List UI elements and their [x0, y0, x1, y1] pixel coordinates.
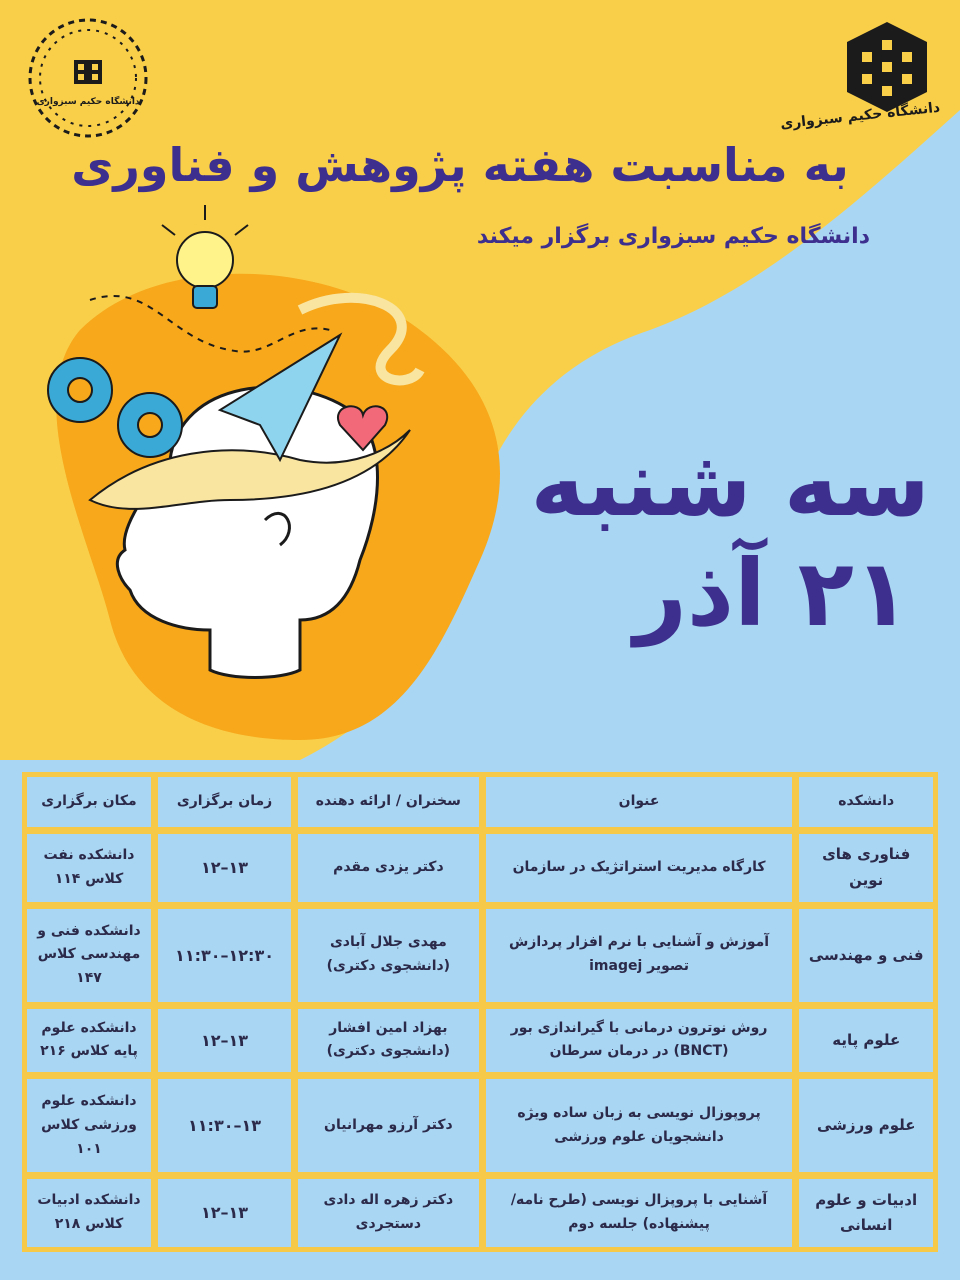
gear-icon [48, 358, 182, 457]
cell-speaker: دکتر آرزو مهرانیان [296, 1077, 481, 1174]
header-time: زمان برگزاری [156, 775, 293, 829]
light-bulb-icon [162, 205, 248, 308]
cell-speaker: دکتر زهره اله دادی دستجردی [296, 1177, 481, 1249]
event-day: سه شنبه [530, 430, 930, 537]
cell-faculty: فنی و مهندسی [797, 907, 935, 1004]
cell-time: ۱۳–۱۲ [156, 1177, 293, 1249]
page-title: به مناسبت هفته پژوهش و فناوری [71, 138, 849, 192]
table-row [25, 1077, 935, 1174]
cell-faculty: علوم ورزشی [797, 1077, 935, 1174]
table-header-row [25, 775, 935, 829]
research-week-logo [18, 8, 158, 148]
cell-faculty: علوم پایه [797, 1007, 935, 1075]
table-row [25, 1177, 935, 1249]
table-row [25, 832, 935, 904]
cell-topic: کارگاه مدیریت استراتژیک در سازمان [484, 832, 795, 904]
event-date: ۲۱ آذر [633, 540, 910, 647]
table-row [25, 907, 935, 1004]
header-location: مکان برگزاری [25, 775, 153, 829]
cell-topic: پروپوزال نویسی به زبان ساده ویژه دانشجویان علوم ورزشی [484, 1077, 795, 1174]
cell-topic: آشنایی با پروپزال نویسی (طرح نامه/پیشنهاده) جلسه دوم [484, 1177, 795, 1249]
cell-time: ۱۳–۱۲ [156, 1007, 293, 1075]
header-faculty: دانشکده [797, 775, 935, 829]
thinking-head-illustration [30, 200, 530, 770]
cell-faculty: فناوری های نوین [797, 832, 935, 904]
cell-time: ۱۳–۱۲ [156, 832, 293, 904]
cell-time: ۱۲:۳۰–۱۱:۳۰ [156, 907, 293, 1004]
cell-location: دانشکده ادبیات کلاس ۲۱۸ [25, 1177, 153, 1249]
cell-topic: آموزش و آشنایی با نرم افزار پردازش تصویر imagej [484, 907, 795, 1004]
schedule-table [22, 772, 938, 1252]
header-topic: عنوان [484, 775, 795, 829]
cell-location: دانشکده نفت کلاس ۱۱۴ [25, 832, 153, 904]
page-subtitle: دانشگاه حکیم سبزواری برگزار میکند [476, 224, 870, 249]
cell-topic: روش نوترون درمانی با گیراندازی بور (BNCT) در درمان سرطان [484, 1007, 795, 1075]
cell-speaker: دکتر یزدی مقدم [296, 832, 481, 904]
cell-speaker: مهدی جلال آبادی (دانشجوی دکتری) [296, 907, 481, 1004]
cell-location: دانشکده فنی و مهندسی کلاس ۱۴۷ [25, 907, 153, 1004]
cell-time: ۱۳–۱۱:۳۰ [156, 1077, 293, 1174]
logo-left-text: دانشگاه حکیم سبزواری [36, 97, 140, 107]
cell-speaker: بهزاد امین افشار (دانشجوی دکتری) [296, 1007, 481, 1075]
cell-faculty: ادبیات و علوم انسانی [797, 1177, 935, 1249]
header-speaker: سخنران / ارائه دهنده [296, 775, 481, 829]
university-logo-caption: دانشگاه حکیم سبزواری [779, 99, 941, 133]
cell-location: دانشکده علوم ورزشی کلاس ۱۰۱ [25, 1077, 153, 1174]
table-row [25, 1007, 935, 1075]
cell-location: دانشکده علوم پایه کلاس ۲۱۶ [25, 1007, 153, 1075]
